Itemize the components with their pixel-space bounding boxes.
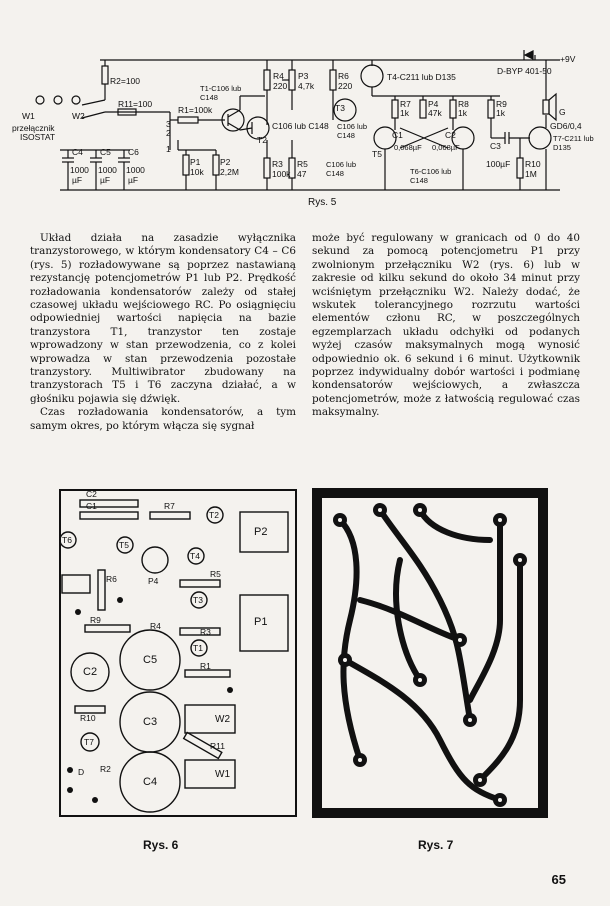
fig6-t6-label: T6 — [62, 535, 72, 545]
p3-label: P3 — [298, 71, 309, 81]
c1-label: C1 — [392, 130, 403, 140]
t2-name: T2 — [257, 135, 267, 145]
fig6-r3-label: R3 — [200, 627, 211, 637]
fig6-r4-label: R4 — [150, 621, 161, 631]
t1-label: T1-C106 lub C148 — [200, 84, 242, 102]
node-1-label: 1 — [166, 144, 171, 154]
r1-label: R1=100k — [178, 105, 213, 115]
t5-label: C106 lub C148 — [326, 160, 357, 178]
speaker-label: G — [559, 107, 566, 117]
diode-label: D-BYP 401-50 — [497, 66, 552, 76]
fig6-r1-label: R1 — [200, 661, 211, 671]
c6-label: C6 — [128, 147, 139, 157]
c4-unit: µF — [72, 175, 83, 185]
fig6-c4-label: C4 — [143, 776, 158, 788]
p1-value: 10k — [190, 167, 204, 177]
t2-label: C106 lub C148 — [272, 121, 329, 131]
fig6-w2-label: W2 — [215, 714, 230, 725]
r4-label: R4 — [273, 71, 284, 81]
fig6-r10-label: R10 — [80, 713, 96, 723]
p2-label: P2 — [220, 157, 231, 167]
r9-label: R9 — [496, 99, 507, 109]
c3-value: 100µF — [486, 159, 511, 169]
fig6-p2-label: P2 — [254, 526, 268, 538]
fig6-d-label: D — [78, 767, 85, 777]
c1-value: 0,068µF — [394, 143, 422, 152]
figure-7-caption: Rys. 7 — [418, 838, 454, 852]
r6-value: 220 — [338, 81, 353, 91]
t7-label: T7-C211 lub D135 — [553, 134, 594, 152]
r11-label: R11=100 — [118, 99, 153, 109]
fig6-r5-label: R5 — [210, 569, 221, 579]
speaker-type-label: GD6/0,4 — [550, 121, 582, 131]
r3-label: R3 — [272, 159, 283, 169]
w1-label: W1 — [22, 111, 35, 121]
fig6-t2-label: T2 — [209, 510, 219, 520]
r5-value: 47 — [297, 169, 307, 179]
r8-label: R8 — [458, 99, 469, 109]
node-3-label: 3 — [166, 119, 171, 129]
paragraph: Czas rozładowania kondensatorów, a tym samym okres, po którym włącza się sygnał — [30, 406, 296, 432]
fig6-t3-label: T3 — [193, 595, 203, 605]
fig6-r9-label: R9 — [90, 615, 101, 625]
p1-label: P1 — [190, 157, 201, 167]
c3-label: C3 — [490, 141, 501, 151]
r8-value: 1k — [458, 108, 467, 118]
figure-5-caption: Rys. 5 — [308, 197, 337, 208]
fig6-c3-label: C3 — [143, 716, 158, 728]
c5-label: C5 — [100, 147, 111, 157]
supply-label: +9V — [560, 54, 576, 64]
c2-label: C2 — [445, 130, 456, 140]
r10-label: R10 — [525, 159, 541, 169]
c4-label: C4 — [72, 147, 83, 157]
paragraph: Układ działa na zasadzie wyłącznika tranzystorowego, w którym kondensatory C4 – C6 (rys. 5) rozładowywane są poprzez nastawianą rezystancję potencjometrów P1 lub P2. Prędkość rozładowania kondensatorów zależy od stałej czasowej układu wejściowego RC. Po osiągnięciu odpowiedniej wartości napięcia na bazie tranzystora T1, tranzystor ten zostaje wprowadzony w stan przewodzenia, co z kolei wprowadza w stan przewodzenia pozostałe tranzystory. Multiwibrator zbudowany na tranzystorach T5 i T6 zaczyna działać, a w głośniku pojawia się dźwięk. — [30, 232, 296, 405]
page-number: 65 — [551, 872, 566, 887]
fig6-t4-label: T4 — [190, 551, 200, 561]
fig6-c2b-label: C2 — [83, 666, 98, 678]
paragraph: może być regulowany w granicach od 0 do 40 sekund za pomocą potencjometru P1 przy zwolnionym przełączniku W2 (rys. 6) lub w zakresie od kilku sekund do około 34 minut przy wciśniętym przełączniku W2. Należy dodać, że wskutek tolerancyjnego rozrzutu wartości elementów członu RC, w poszczególnych egzemplarzach układu odchyłki od podanych wyżej czasów maksymalnych mogą wynosić odpowiednio ok. 6 sekund i 6 minut. Użytkownik poprzez indywidualny dobór wartości i podmianę kondensatorów wejściowych, a zwłaszcza potencjometrów, może z łatwością regulować czas maksymalny. — [312, 232, 580, 419]
r6-label: R6 — [338, 71, 349, 81]
fig6-t1-label: T1 — [193, 643, 203, 653]
c6-unit: µF — [128, 175, 139, 185]
c5-value: 1000 — [98, 165, 117, 175]
r10-value: 1M — [525, 169, 537, 179]
p3-value: 4,7k — [298, 81, 315, 91]
w2-label: W2 — [72, 111, 85, 121]
r9-value: 1k — [496, 108, 505, 118]
p2-value: 2,2M — [220, 167, 239, 177]
t3-name: T3 — [335, 103, 345, 113]
switch-label: przełącznik — [12, 123, 55, 133]
isostat-label: ISOSTAT — [20, 132, 56, 142]
t5-name: T5 — [372, 149, 382, 159]
p4-label: P4 — [428, 99, 439, 109]
fig6-w1-label: W1 — [215, 769, 230, 780]
figure-6-caption: Rys. 6 — [143, 838, 179, 852]
c2-value: 0,068µF — [432, 143, 460, 152]
r3-value: 100k — [272, 169, 291, 179]
fig6-p4-label: P4 — [148, 576, 159, 586]
fig6-r7-label: R7 — [164, 501, 175, 511]
fig6-c2-label: C2 — [86, 489, 97, 499]
r5-label: R5 — [297, 159, 308, 169]
r2-label: R2=100 — [110, 76, 141, 86]
r7-label: R7 — [400, 99, 411, 109]
r4-value: 220 — [273, 81, 288, 91]
fig6-r2-label: R2 — [100, 764, 111, 774]
fig6-p1-label: P1 — [254, 616, 268, 628]
t6-label: T6-C106 lub C148 — [410, 167, 452, 185]
node-2-label: 2 — [166, 128, 171, 138]
fig6-r11-label: R11 — [210, 741, 225, 751]
c6-value: 1000 — [126, 165, 145, 175]
c4-value: 1000 — [70, 165, 89, 175]
fig6-c5-label: C5 — [143, 654, 158, 666]
t3-label: C106 lub C148 — [337, 122, 368, 140]
t4-label: T4-C211 lub D135 — [387, 72, 456, 82]
fig6-r6-label: R6 — [106, 574, 117, 584]
fig6-c1-label: C1 — [86, 501, 97, 511]
fig6-t5-label: T5 — [119, 540, 129, 550]
c5-unit: µF — [100, 175, 111, 185]
fig6-t7-label: T7 — [84, 737, 94, 747]
r7-value: 1k — [400, 108, 409, 118]
p4-value: 47k — [428, 108, 442, 118]
